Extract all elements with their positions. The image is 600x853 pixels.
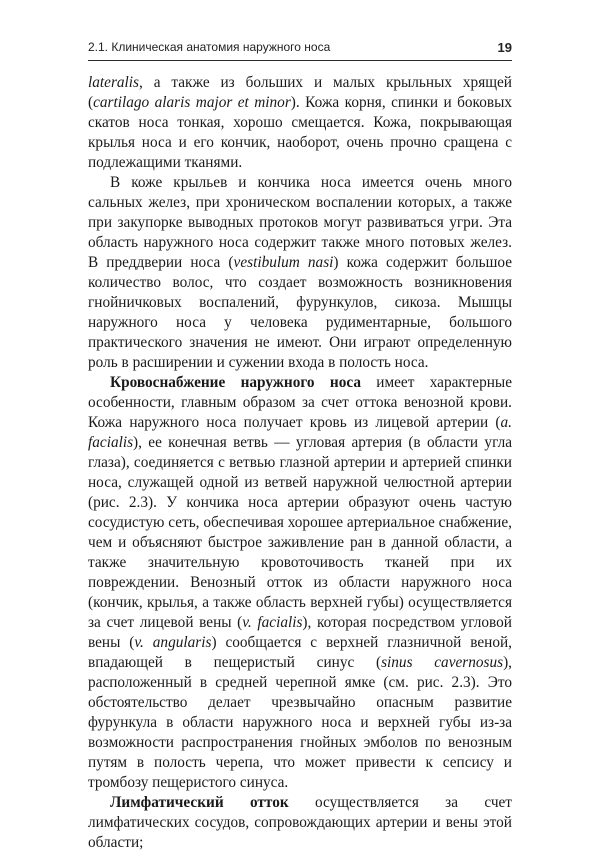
text-run: ), ее конечная ветвь — угловая артерия (в области угла глаза), соединяется с ветвью глазной артерии и артерией спинки носа, служащей одной из ветвей наружной челюстной артерии (рис. 2.3). У кончика носа артерии образуют очень частую сосудистую сеть, обеспечивая хорошее артериальное снабжение, чем и объясняют быстрое заживление ран в данной области, а также значительную кровоточивость тканей при их повреждении. Венозный отток из области наружного носа (кончик, крылья, а также область верхней губы) осуществляется за счет лицевой вены ( — [88, 434, 512, 631]
latin-term: vestibulum nasi — [233, 254, 334, 271]
latin-term: lateralis — [88, 74, 139, 91]
latin-term: cartilago alaris major et minor — [93, 94, 291, 111]
latin-term: sinus cavernosus — [381, 654, 504, 671]
chapter-title: 2.1. Клиническая анатомия наружного носа — [88, 40, 331, 54]
section-lead-blood-supply: Кровоснабжение наружного носа — [110, 374, 361, 391]
page-number: 19 — [497, 40, 512, 55]
text-run: имеет характерные особенности, главным образом за счет оттока венозной крови. Кожа наружного носа получает кровь из лицевой артерии ( — [88, 374, 512, 431]
text-run: ), которая посредством угловой вены ( — [88, 614, 512, 651]
running-header — [88, 36, 512, 61]
paragraph-2 — [88, 173, 512, 373]
latin-term: v. facialis — [242, 614, 303, 631]
paragraph-1 — [88, 73, 512, 173]
text-run: , а также из больших и малых крыльных хрящей ( — [88, 74, 512, 111]
paragraph-4 — [88, 793, 512, 853]
text-run: ), расположенный в средней черепной ямке (см. рис. 2.3). Это обстоятельство делает чрезвычайно опасным развитие фурункула в области наружного носа и верхней губы из-за возможности распространения гнойных эмболов по венозным путям в полость черепа, что может привести к сепсису и тромбозу пещеристого синуса. — [88, 654, 512, 791]
section-lead-lymph-drainage: Лимфатический отток — [110, 794, 289, 811]
text-run: ). Кожа корня, спинки и боковых скатов носа тонкая, хорошо смещается. Кожа, покрывающая крылья носа и его кончик, наоборот, очень прочно сращена с подлежащими тканями. — [88, 94, 513, 171]
text-run: осуществляется за счет лимфатических сосудов, сопровождающих артерии и вены этой области; — [88, 794, 512, 851]
text-run: В коже крыльев и кончика носа имеется очень много сальных желез, при хроническом воспалении которых, а также при закупорке выводных протоков могут развиваться угри. Эта область наружного носа содержит также много потовых желез. В преддверии носа ( — [88, 174, 512, 271]
latin-term: v. angularis — [134, 634, 212, 651]
text-run: ) кожа содержит большое количество волос, что создает возможность возникновения гнойничковых воспалений, фурункулов, сикоза. Мышцы наружного носа у человека рудиментарные, большого практического значения не имеют. Они играют определенную роль в расширении и сужении входа в полость носа. — [88, 254, 513, 371]
paragraph-3 — [88, 373, 512, 793]
text-run: ) сообщается с верхней глазничной веной, впадающей в пещеристый синус ( — [88, 634, 512, 671]
page-body — [88, 73, 512, 853]
latin-term: a. facialis — [88, 414, 512, 451]
